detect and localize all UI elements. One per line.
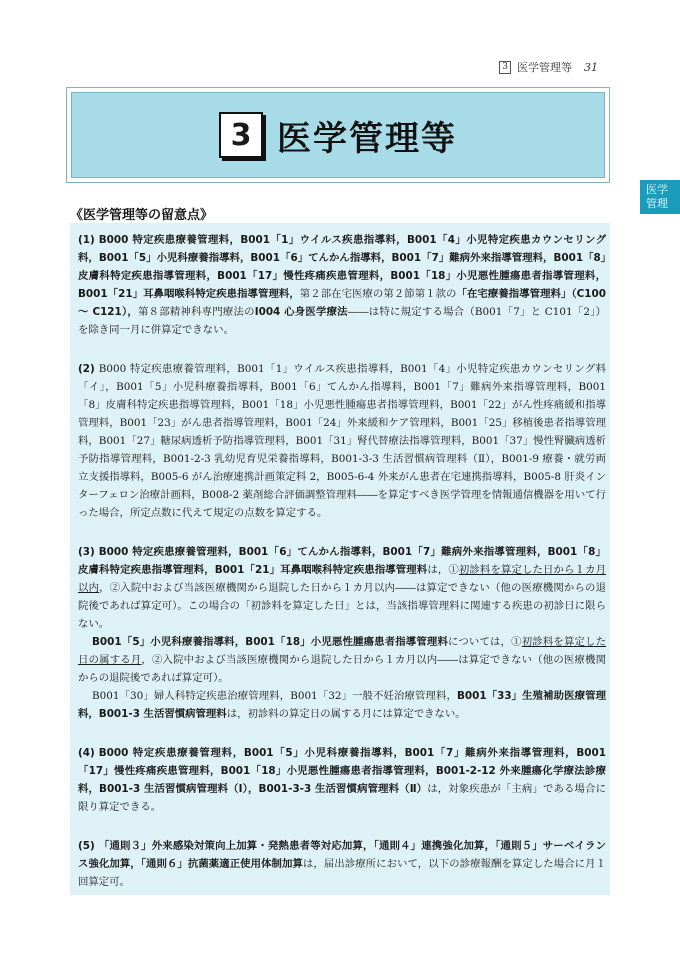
text-run: B000 特定疾患療養管理料，B001「6」てんかん指導料，B001「7」難病外来指導管理料，B001「8」皮膚科特定疾患指導管理料，B001「21」耳鼻咽喉科特定疾患指導管理料 [78, 546, 606, 576]
text-run: は，① [427, 564, 459, 576]
text-run: ――は特に規定する場合（B001「7」と C101「2」）を除き同一月に併算定できない。 [78, 306, 607, 336]
chapter-number-badge: 3 [219, 112, 263, 158]
note-paragraph-1 [78, 231, 606, 339]
note-paragraph-3b [78, 633, 606, 687]
chapter-title-banner [66, 87, 610, 183]
text-run: については，① [448, 636, 522, 648]
text-run: 第８部精神科専門療法の [138, 306, 255, 318]
note-paragraph-5 [78, 837, 606, 891]
text-run: は，届出診療所において，以下の診療報酬を算定した場合に月１回算定可。 [78, 858, 606, 888]
paragraph-label: (1) [78, 234, 95, 246]
side-index-tab[interactable] [640, 180, 680, 214]
title-inner [219, 111, 457, 160]
chapter-name: 医学管理等 [517, 61, 572, 74]
text-run: B000 特定疾患療養管理料，B001「1」ウイルス疾患指導料，B001「4」小児特定疾患カウンセリング料「イ」，B001「5」小児科療養指導料，B001「6」てんかん指導料，B001「7」難病外来指導管理料，B001「8」皮膚科特定疾患指導管理料，B001「18」小児悪性腫瘍患者指導管理料，B001「22」がん性疼痛緩和指導管理料，B001「23」がん患者指導管理料，B001「24」外来緩和ケア管理料，B001「25」移植後患者指導管理料，B001「27」糖尿病透析予防指導管理料，B001「31」腎代替療法指導管理料，B001「37」慢性腎臓病透析予防指導管理料，B001-2-3 乳幼児育児栄養指導料，B001-3-3 生活習慣病管理料（Ⅱ），B001-9 療養・就労両立支援指導料，B005-6 がん治療連携計画策定料 2，B005-6-4 外来がん患者在宅連携指導料，B005-8 肝炎インターフェロン治療計画料，B008-2 薬剤総合評価調整管理料――を算定すべき医学管理を情報通信機器を用いて行った場合，所定点数に代えて規定の点数を算定する。 [78, 363, 606, 519]
text-run: 「在宅療養指導管理料」（C100 ～ C121）， [78, 288, 606, 318]
text-run: 第２部在宅医療の第２節第１款の [299, 288, 457, 300]
running-header [499, 59, 598, 75]
underlined-text: 初診料を算定した日の属する月 [78, 636, 607, 666]
paragraph-label: (2) [78, 363, 95, 375]
underlined-text: 初診料を算定した日から１カ月以内 [78, 564, 607, 594]
text-run: B001「5」小児科療養指導料，B001「18」小児悪性腫瘍患者指導管理料 [92, 636, 449, 648]
text-run: B001「33」生殖補助医療管理料，B001-3 生活習慣病管理料 [78, 690, 606, 720]
note-paragraph-3c [78, 687, 606, 723]
chapter-title: 医学管理等 [277, 118, 457, 159]
text-run: B000 特定疾患療養管理料，B001「5」小児科療養指導料，B001「7」難病外来指導管理料，B001「17」慢性疼痛疾患管理料，B001「18」小児悪性腫瘍患者指導管理料，B001-2-12 外来腫瘍化学療法診療料，B001-3 生活習慣病管理料（Ⅰ），B001-3-3 生活習慣病管理料（Ⅱ） [78, 747, 606, 795]
text-run: B001「32」一般不妊治療管理料， [290, 690, 457, 702]
text-run: B001「30」婦人科特定疾患治療管理料， [92, 690, 291, 702]
paragraph-label: (4) [78, 747, 95, 759]
page-number: 31 [584, 60, 598, 74]
text-run: は，対象疾患が「主病」である場合に限り算定できる。 [78, 783, 606, 813]
text-run: は，初診料の算定日の属する月には算定できない。 [226, 708, 466, 720]
note-paragraph-2 [78, 360, 606, 522]
note-paragraph-4 [78, 744, 606, 816]
paragraph-label: (5) [78, 840, 95, 852]
text-run: ，②入院中および当該医療機関から退院した日から１カ月以内――は算定できない（他の医療機関からの退院後であれば算定可）。 [78, 654, 606, 684]
text-run: I004 心身医学療法 [254, 306, 348, 318]
text-run: B000 特定疾患療養管理料，B001「1」ウイルス疾患指導料，B001「4」小児特定疾患カウンセリング料，B001「5」小児科療養指導料，B001「6」てんかん指導料，B001「7」難病外来指導管理料，B001「8」皮膚科特定疾患指導管理料，B001「17」慢性疼痛疾患管理料，B001「18」小児悪性腫瘍患者指導管理料，B001「21」耳鼻咽喉科特定疾患指導管理料， [78, 234, 606, 300]
text-run: ，②入院中および当該医療機関から退院した日から１カ月以内――は算定できない（他の医療機関からの退院後であれば算定可）。この場合の「初診料を算定した日」とは，当該指導管理料に関連する疾患の初診日に限らない。 [78, 582, 607, 630]
paragraph-label: (3) [78, 546, 95, 558]
side-tab-line1: 医学 [646, 183, 668, 196]
notes-content-box [70, 223, 610, 895]
side-tab-line2: 管理 [646, 197, 668, 210]
text-run: 「通則３」外来感染対策向上加算・発熱患者等対応加算，「通則４」連携強化加算，「通則５」サーベイランス強化加算，「通則６」抗菌薬適正使用体制加算 [78, 840, 606, 870]
chapter-number-box: 3 [499, 61, 511, 74]
note-paragraph-3 [78, 543, 606, 633]
section-heading: 《医学管理等の留意点》 [70, 208, 214, 223]
